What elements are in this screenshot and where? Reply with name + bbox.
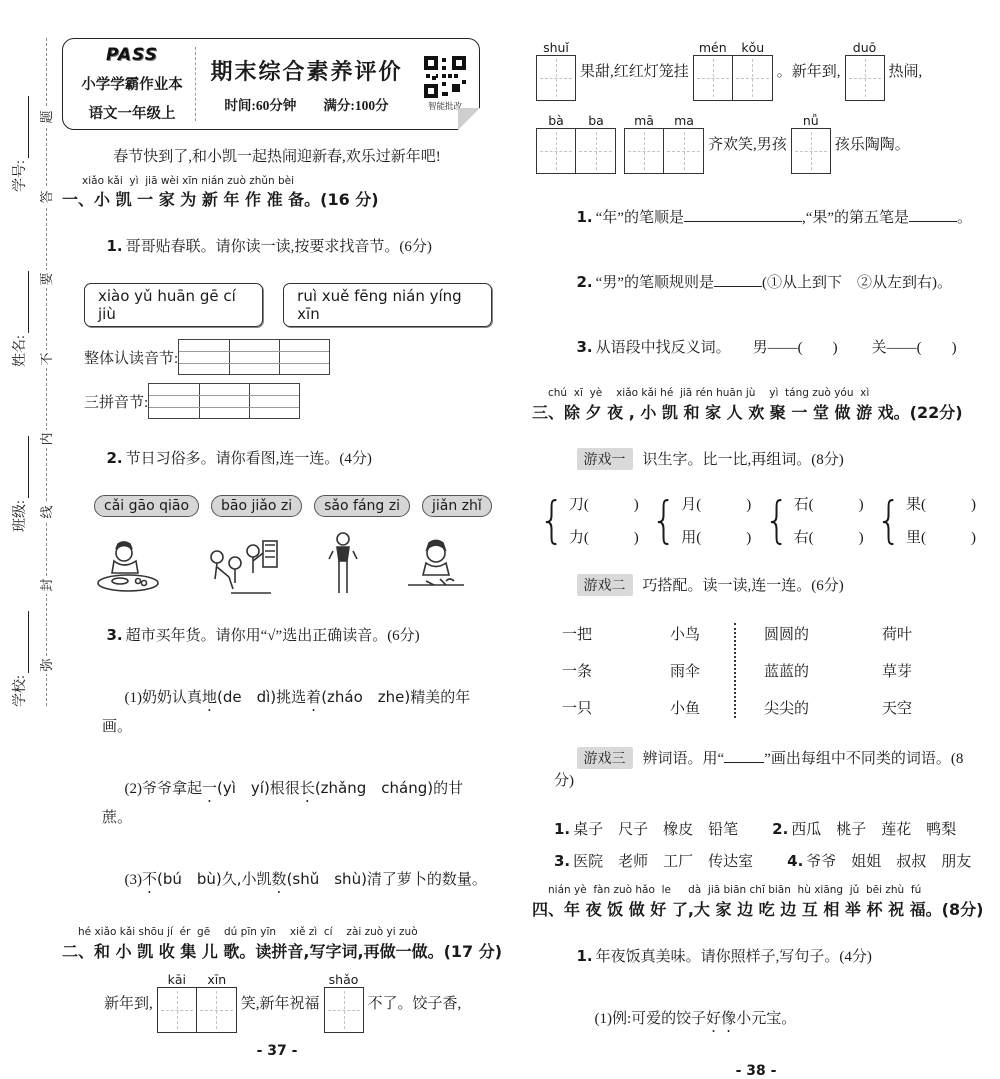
q1-1-num: 1. [106,237,123,255]
q4-1-example [572,990,980,1053]
box-pinyin: shǎo [328,972,359,987]
q1-3-num: 3. [106,626,123,644]
seal-char: 答 [38,188,56,206]
writing-box-nv[interactable] [791,113,831,174]
item3-dotted: 数 [271,872,287,888]
row-num: 3. [554,852,571,870]
row-num: 4. [787,852,804,870]
match-item[interactable]: 蓝蓝的 [764,664,810,680]
game3-text: 辨词语。用“ [642,751,725,767]
nouns-column-2 [882,623,942,718]
writing-box-menkou[interactable] [693,40,773,101]
box-pinyin: mā [634,113,654,128]
q1-2 [84,430,492,485]
class-blank [15,436,29,498]
item2-dotted: 一 [202,781,218,797]
game3-tag: 游戏三 [577,747,633,769]
word-slot[interactable]: 刀( ) [568,497,639,513]
school-label: 学校: [13,675,28,707]
item3-part: (shǔ shù)清了萝卜的数量。 [286,870,487,888]
match-item[interactable]: 草芽 [882,664,913,680]
answer-blank[interactable] [714,271,762,287]
match-item[interactable]: 荷叶 [882,627,913,643]
match-item[interactable]: 一条 [562,664,593,680]
pill-jianzhi[interactable]: jiǎn zhǐ [422,495,492,517]
match-item[interactable]: 小鸟 [670,627,701,643]
box-pinyin: shuǐ [543,40,569,55]
q2-1-text: ,“果”的第五笔是 [801,210,910,226]
section2-heading: 二、和 小 凯 收 集 儿 歌。读拼音,写字词,再做一做。(17 分) [62,942,503,961]
writing-box-duo[interactable] [845,40,885,101]
writing-box-shui[interactable] [536,40,576,101]
q2-3 [554,319,980,374]
writing-box-kaixin[interactable] [157,972,237,1033]
matching-divider [734,623,736,718]
writing-box-baba[interactable] [536,113,616,174]
brand-line2: 语文一年级上 [88,106,176,122]
student-id-blank [15,96,29,158]
item1-dotted: 地 [202,690,218,706]
word-slot[interactable]: 月( ) [681,497,752,513]
syllable-card-1: xiào yǔ huān gē cí jiù [84,283,263,327]
example-part: 小元宝。 [736,1011,797,1027]
q2-1 [554,189,980,244]
adjectives-column [764,623,882,718]
example-part: (1)例:可爱的饺子 [594,1011,707,1027]
rhyme-text: 齐欢笑,男孩 [708,137,787,153]
page-number-38: - 38 - [735,1063,777,1079]
q2-3-text: 从语段中找反义词。 [595,340,731,356]
seal-char: 要 [38,270,56,288]
rhyme-text: 热闹, [888,64,923,80]
q4-1-text: 年夜饭真美味。请你照样子,写句子。(4分) [595,949,872,965]
whole-syllable-grid[interactable] [178,339,330,375]
section2-pinyin: hé xiǎo kǎi shōu jí ér gē dú pīn yīn xiě zì cí zài zuò yi zuò [78,926,418,938]
box-pinyin: bà [548,113,564,128]
game3-text: ”画出每组中不同类的词语。(8分) [554,751,964,789]
box-pinyin: duō [852,40,877,55]
match-item[interactable]: 雨伞 [670,664,701,680]
game2-tag: 游戏二 [577,574,633,596]
match-item[interactable]: 天空 [882,701,913,717]
custom-illustrations [90,527,474,597]
brace-icon: { [539,490,565,549]
q1-3-item3 [102,851,492,914]
item1-part: (1)奶奶认真 [124,690,202,706]
pill-caigaoqiao[interactable]: cǎi gāo qiāo [94,495,199,517]
exam-meta: 时间:60分钟 满分:100分 [224,97,389,113]
name-blank [15,271,29,333]
game3-heading [554,730,980,807]
seal-char: 封 [38,576,56,594]
word-slot[interactable]: 里( ) [905,530,976,546]
example-dotted: 好像 [706,1011,737,1027]
rhyme-text: 不了。饺子香, [367,996,462,1012]
item2-part: (yì yí)根很 [217,779,300,797]
item2-part: (2)爷爷拿起 [124,781,202,797]
section1-pinyin: xiǎo kǎi yì jiā wèi xīn nián zuò zhǔn bèi [82,175,295,187]
name-label: 姓名: [13,335,28,367]
item2-part: (zhǎng cháng)的甘蔗。 [102,779,464,826]
word-slot[interactable]: 石( ) [793,497,864,513]
student-id-label: 学号: [13,160,28,192]
pill-saofangzi[interactable]: sǎo fáng zi [314,495,410,517]
q2-2-text: (①从上到下 ②从左到右)。 [761,275,952,291]
q4-1-num: 1. [576,947,593,965]
underline-blank [724,747,764,763]
game2-heading [554,557,980,613]
school-field [7,547,29,707]
qr-label: 智能批改 [427,101,462,111]
game2-text: 巧搭配。读一读,连一连。(6分) [642,578,844,594]
box-pinyin: ma [674,113,694,128]
word-list[interactable]: 医院 老师 工厂 传达室 [573,854,754,870]
word-group-4 [873,490,976,549]
q1-2-num: 2. [106,449,123,467]
q2-3-num: 3. [576,338,593,356]
section4-heading: 四、年 夜 饭 做 好 了,大 家 边 吃 边 互 相 举 杯 祝 福。(8分) [532,900,984,919]
school-blank [15,611,29,673]
box-pinyin: xīn [207,972,227,987]
answer-blank[interactable] [684,206,802,222]
pass-logo: PASS [106,45,158,65]
seal-line [46,38,47,706]
writing-box-shao[interactable] [324,972,364,1033]
rhyme-text: 。新年到, [776,64,841,80]
house-cleaning-illustration [201,537,291,597]
item1-part: (de dì)挑选 [217,688,307,706]
section3-pinyin: chú xī yè xiǎo kǎi hé jiā rén huān jù yì táng zuò yóu xì [548,387,870,399]
item3-part: (3) [124,872,142,888]
q1-3 [84,607,492,662]
item2-dotted: 长 [299,781,315,797]
paper-cutting-illustration [396,541,474,597]
q1-1 [84,218,492,273]
compare-words-groups [532,490,980,549]
word-list[interactable]: 爷爷 姐姐 叔叔 朋友 [806,854,972,870]
box-pinyin: ba [588,113,604,128]
syllable-cards [84,283,492,327]
box-pinyin: nǚ [802,113,819,128]
q1-3-item1 [102,669,492,753]
game1-tag: 游戏一 [577,448,633,470]
rhyme-line-2 [532,40,980,101]
antonym-pair-2: 关——( ) [871,340,957,356]
box-pinyin: kǒu [741,40,765,55]
seal-char: 弥 [38,656,56,674]
rhyme-line-1 [104,972,492,1033]
word-sort-row-1 [554,818,980,839]
item3-dotted: 不 [142,872,158,888]
match-item[interactable]: 尖尖的 [764,701,810,717]
seal-char: 不 [38,350,56,368]
section1-heading: 一、小 凯 一 家 为 新 年 作 准 备。(16 分) [62,190,379,209]
word-slot[interactable]: 右( ) [793,530,864,546]
whole-syllable-label: 整体认读音节: [84,350,179,367]
q2-2 [554,254,980,309]
game1-text: 识生字。比一比,再组词。(8分) [642,452,844,468]
antonym-pair-1: 男——( ) [752,340,838,356]
rhyme-text: 新年到, [104,996,153,1012]
q2-1-num: 1. [576,208,593,226]
class-field [7,372,29,532]
row-num: 1. [554,820,571,838]
seal-char: 题 [38,108,56,126]
rhyme-line-3 [532,113,980,174]
q1-1-text: 哥哥贴春联。请你读一读,按要求找音节。(6分) [125,239,432,255]
match-item[interactable]: 圆圆的 [764,627,810,643]
class-label: 班级: [13,500,28,532]
word-group-3 [761,490,864,549]
word-group-2 [648,490,752,549]
student-id-field [7,32,29,192]
name-field [7,207,29,367]
rhyme-text: 笑,新年祝福 [240,996,320,1012]
whole-syllable-row [84,339,492,375]
row-num: 2. [772,820,789,838]
page-number-37: - 37 - [256,1043,298,1059]
rhyme-text: 果甜,红红灯笼挂 [580,64,689,80]
header-title-block [196,39,417,129]
match-item[interactable]: 一把 [562,627,593,643]
qr-code-icon [424,56,466,98]
header-brand [63,39,195,129]
item3-part: (bú bù)久,小凯 [157,870,272,888]
answer-blank[interactable] [909,206,957,222]
item1-dotted: 着 [306,690,322,706]
item1-part: (zháo zhe)精美的年画。 [102,688,471,735]
tri-syllable-row [84,383,492,419]
nouns-column-1 [670,623,732,718]
box-pinyin: kāi [167,972,186,987]
stilt-walking-illustration [323,531,363,597]
pill-baojiaozi[interactable]: bāo jiǎo zi [211,495,302,517]
word-group-1 [536,490,639,549]
exam-title: 期末综合素养评价 [210,59,403,85]
word-slot[interactable]: 用( ) [681,530,752,546]
matching-exercise [562,623,980,718]
match-item[interactable]: 一只 [562,701,593,717]
q2-1-text: “年”的笔顺是 [595,210,684,226]
q1-2-text: 节日习俗多。请你看图,连一连。(4分) [125,451,372,467]
box-pinyin: mén [698,40,727,55]
section4-pinyin: nián yè fàn zuò hǎo le dà jiā biān chī biān hù xiāng jǔ bēi zhù fú [548,884,922,896]
q2-2-num: 2. [576,273,593,291]
section3-heading: 三、除 夕 夜 , 小 凯 和 家 人 欢 聚 一 堂 做 游 戏。(22分) [532,403,963,422]
q1-3-item2 [102,760,492,844]
brace-icon: { [876,490,902,549]
writing-box-mama[interactable] [624,113,704,174]
q2-2-text: “男”的笔顺规则是 [595,275,714,291]
word-slot[interactable]: 果( ) [905,497,976,513]
measure-words-column [562,623,670,718]
rhyme-text: 孩乐陶陶。 [834,137,910,153]
page-37 [62,0,503,1059]
word-list[interactable]: 桌子 尺子 橡皮 铅笔 [573,822,739,838]
seal-char: 内 [38,430,56,448]
brace-icon: { [651,490,678,549]
brand-line1: 小学学霸作业本 [81,77,183,93]
tri-syllable-grid[interactable] [148,383,300,419]
page-38 [532,0,984,1079]
dumpling-making-illustration [90,541,168,597]
header-card [62,38,480,130]
q1-3-text: 超市买年货。请你用“√”选出正确读音。(6分) [125,628,420,644]
q4-1 [554,928,980,983]
game1-heading [554,431,980,487]
intro-line: 春节快到了,和小凯一起热闹迎新春,欢乐过新年吧! [113,149,441,165]
word-list[interactable]: 西瓜 桃子 莲花 鸭梨 [791,822,957,838]
brace-icon: { [763,490,790,549]
syllable-card-2: ruì xuě fēng nián yíng xīn [283,283,492,327]
match-item[interactable]: 小鱼 [670,701,701,717]
word-sort-row-2 [554,850,980,871]
page-corner-fold [458,108,480,130]
custom-pills [94,495,492,517]
seal-char: 线 [38,503,56,521]
q2-1-text: 。 [957,210,973,226]
tri-syllable-label: 三拼音节: [84,394,149,411]
word-slot[interactable]: 力( ) [568,530,639,546]
